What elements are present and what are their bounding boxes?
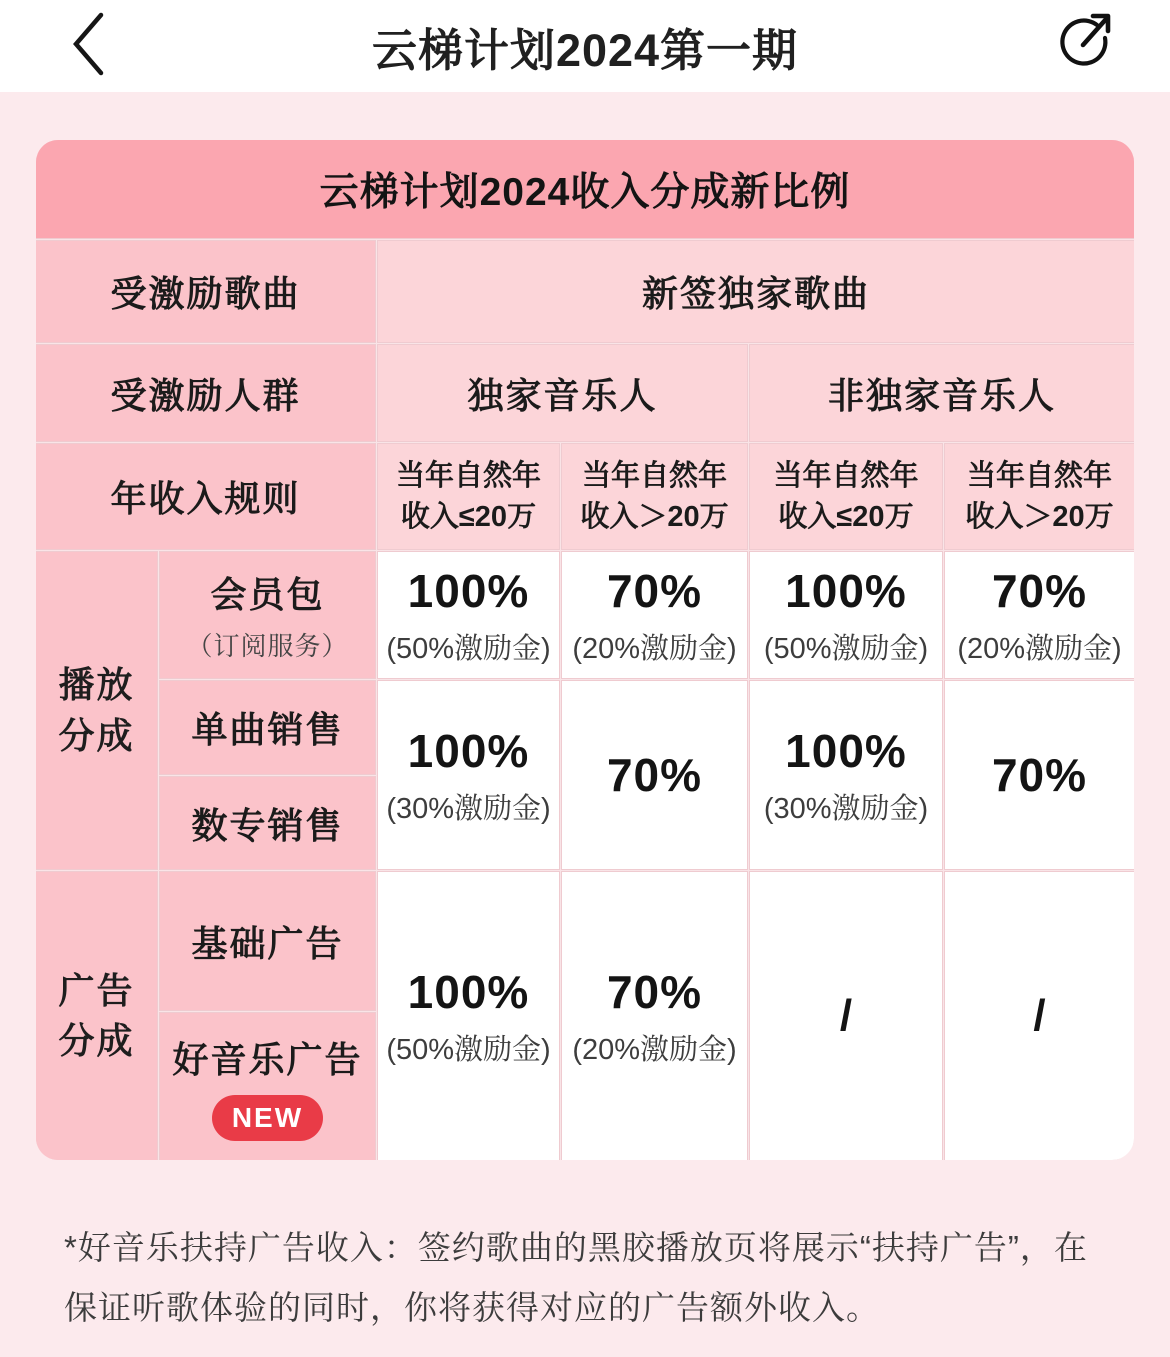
income-rule-cell: 当年自然年 收入≤20万: [750, 444, 942, 549]
row-incentive-group-label: 受激励人群: [36, 345, 375, 441]
col-non-exclusive-musician: 非独家音乐人: [750, 345, 1134, 441]
member-pack-value: 100% (50%激励金): [750, 552, 942, 678]
page-title: 云梯计划2024第一期: [371, 24, 799, 76]
row-incentive-song-value: 新签独家歌曲: [378, 241, 1134, 342]
navbar: [0, 0, 1170, 92]
sales-value: 70%: [945, 681, 1134, 869]
back-chevron-icon: [68, 11, 108, 82]
member-pack-value: 70% (20%激励金): [945, 552, 1134, 678]
sales-value: 100% (30%激励金): [378, 681, 559, 869]
member-pack-value: 100% (50%激励金): [378, 552, 559, 678]
income-rule-cell: 当年自然年 收入＞20万: [945, 444, 1134, 549]
sales-value: 70%: [562, 681, 747, 869]
share-button[interactable]: [1038, 0, 1128, 92]
income-rule-cell: 当年自然年 收入≤20万: [378, 444, 559, 549]
ad-value-na: /: [945, 872, 1134, 1160]
member-pack-value: 70% (20%激励金): [562, 552, 747, 678]
revenue-share-table: [36, 140, 1134, 1160]
back-button[interactable]: [48, 0, 128, 92]
row-basic-ad-label: 基础广告: [160, 872, 375, 1010]
group-play-share: 播放 分成: [36, 552, 157, 869]
new-badge: NEW: [212, 1095, 323, 1141]
sales-value: 100% (30%激励金): [750, 681, 942, 869]
income-rule-cell: 当年自然年 收入＞20万: [562, 444, 747, 549]
row-good-music-ad-label: 好音乐广告 NEW: [160, 1013, 375, 1160]
row-incentive-song-label: 受激励歌曲: [36, 241, 375, 342]
row-income-rule-label: 年收入规则: [36, 444, 375, 549]
table-title: 云梯计划2024收入分成新比例: [36, 140, 1134, 238]
col-exclusive-musician: 独家音乐人: [378, 345, 747, 441]
share-icon: [1052, 9, 1114, 84]
row-member-pack-label: 会员包 （订阅服务）: [160, 552, 375, 678]
group-ad-share: 广告 分成: [36, 872, 157, 1160]
ad-value-na: /: [750, 872, 942, 1160]
row-single-sales-label: 单曲销售: [160, 681, 375, 774]
footnote: *好音乐扶持广告收入：签约歌曲的黑胶播放页将展示“扶持广告”，在保证听歌体验的同时，你将获得对应的广告额外收入。: [64, 1229, 1088, 1327]
ad-value: 100% (50%激励金): [378, 872, 559, 1160]
ad-value: 70% (20%激励金): [562, 872, 747, 1160]
row-album-sales-label: 数专销售: [160, 777, 375, 869]
